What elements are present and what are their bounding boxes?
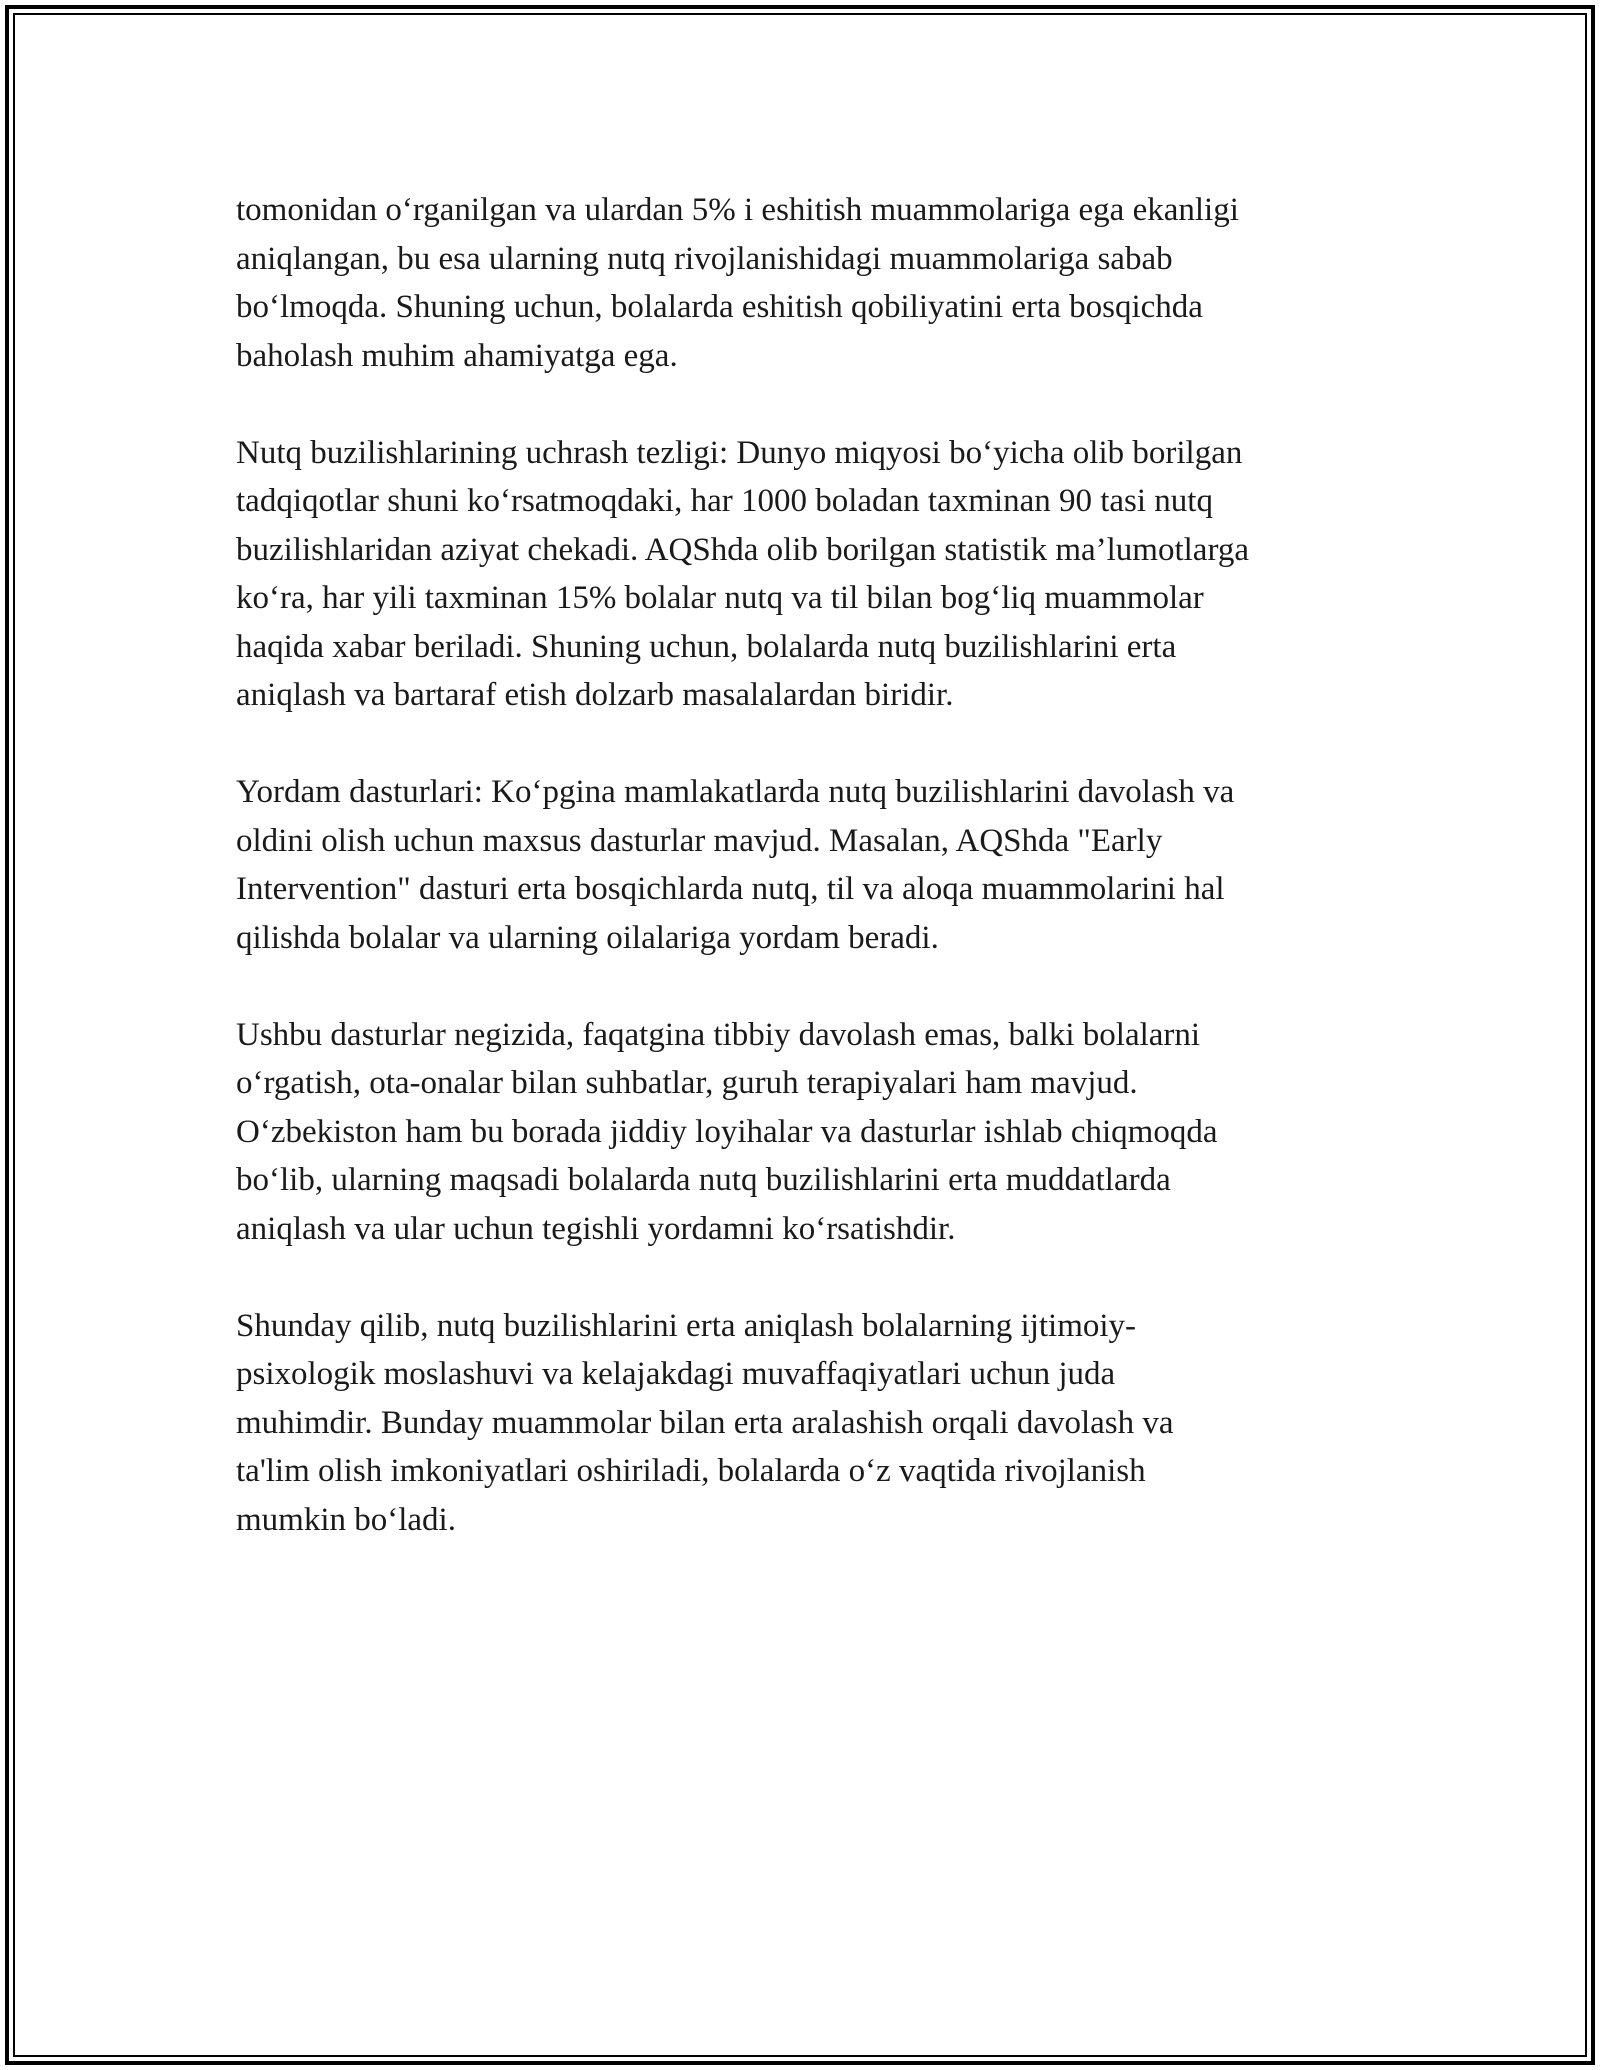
text-line: mumkin bo‘ladi. (236, 1501, 456, 1538)
paragraph-5 (236, 1302, 1366, 1545)
document-body (236, 186, 1366, 1593)
text-line: tadqiqotlar shuni ko‘rsatmoqdaki, har 1000 boladan taxminan 90 tasi nutq (236, 483, 1213, 519)
text-line: buzilishlaridan aziyat chekadi. AQShda olib borilgan statistik ma’lumotlarga (236, 531, 1249, 568)
text-line: o‘rgatish, ota-onalar bilan suhbatlar, guruh terapiyalari ham mavjud. (236, 1065, 1138, 1101)
text-line: ta'lim olish imkoniyatlari oshiriladi, bolalarda o‘z vaqtida rivojlanish (236, 1453, 1146, 1489)
paragraph-2 (236, 429, 1366, 720)
text-line: muhimdir. Bunday muammolar bilan erta aralashish orqali davolash va (236, 1404, 1174, 1441)
text-line: oldini olish uchun maxsus dasturlar mavjud. Masalan, AQShda "Early (236, 822, 1163, 859)
text-line: ko‘ra, har yili taxminan 15% bolalar nutq va til bilan bog‘liq muammolar (236, 580, 1204, 616)
text-line: bo‘lmoqda. Shuning uchun, bolalarda eshitish qobiliyatini erta bosqichda (236, 289, 1203, 325)
paragraph-4 (236, 1011, 1366, 1254)
text-line: Ushbu dasturlar negizida, faqatgina tibbiy davolash emas, balki bolalarni (236, 1016, 1201, 1053)
text-line: bo‘lib, ularning maqsadi bolalarda nutq buzilishlarini erta muddatlarda (236, 1162, 1171, 1198)
text-line: psixologik moslashuvi va kelajakdagi muvaffaqiyatlari uchun juda (236, 1356, 1116, 1392)
paragraph-1 (236, 186, 1366, 380)
text-line: baholash muhim ahamiyatga ega. (236, 337, 678, 374)
text-line: O‘zbekiston ham bu borada jiddiy loyihalar va dasturlar ishlab chiqmoqda (236, 1113, 1218, 1150)
text-line: aniqlash va bartaraf etish dolzarb masalalardan biridir. (236, 677, 954, 713)
paragraph-3 (236, 768, 1366, 962)
text-line: Shunday qilib, nutq buzilishlarini erta aniqlash bolalarning ijtimoiy- (236, 1307, 1137, 1344)
text-line: tomonidan o‘rganilgan va ulardan 5% i eshitish muammolariga ega ekanligi (236, 192, 1239, 228)
text-line: Yordam dasturlari: Ko‘pgina mamlakatlarda nutq buzilishlarini davolash va (236, 774, 1235, 810)
text-line: qilishda bolalar va ularning oilalariga yordam beradi. (236, 919, 939, 956)
text-line: haqida xabar beriladi. Shuning uchun, bolalarda nutq buzilishlarini erta (236, 628, 1177, 665)
text-line: Nutq buzilishlarining uchrash tezligi: Dunyo miqyosi bo‘yicha olib borilgan (236, 434, 1243, 471)
text-line: Intervention" dasturi erta bosqichlarda nutq, til va aloqa muammolarini hal (236, 871, 1225, 907)
text-line: aniqlangan, bu esa ularning nutq rivojlanishidagi muammolariga sabab (236, 240, 1173, 277)
text-line: aniqlash va ular uchun tegishli yordamni ko‘rsatishdir. (236, 1210, 956, 1247)
